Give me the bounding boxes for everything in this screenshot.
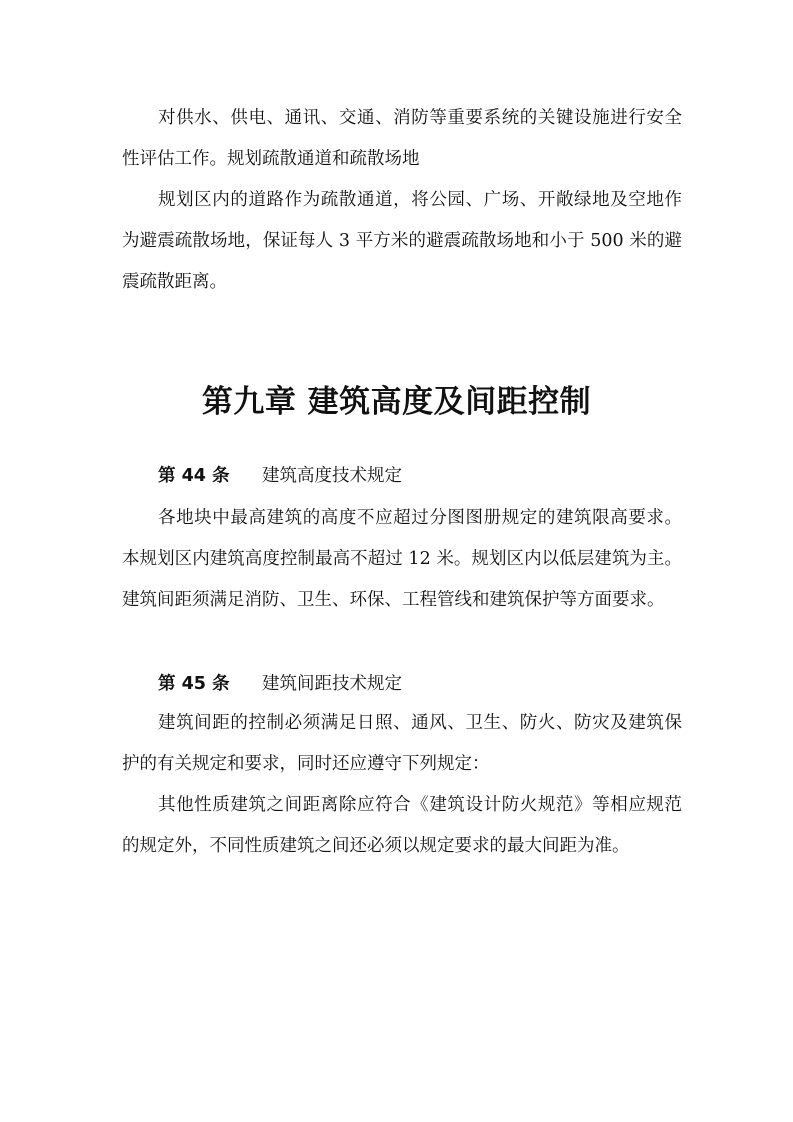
paragraph-evacuation-routes: 规划区内的道路作为疏散通道，将公园、广场、开敞绿地及空地作为避震疏散场地，保证每人 3 平方米的避震疏散场地和小于 500 米的避震疏散距离。 [122, 190, 682, 292]
article-number: 第 45 条 [158, 674, 230, 694]
article-heading-44 [158, 463, 402, 489]
article-number: 第 44 条 [158, 466, 230, 486]
paragraph-facility-assessment: 对供水、供电、通讯、交通、消防等重要系统的关键设施进行安全性评估工作。规划疏散通道和疏散场地 [122, 108, 682, 169]
chapter-heading: 第九章 建筑高度及间距控制 [201, 384, 592, 420]
article-heading-45 [158, 671, 402, 697]
article-title: 建筑高度技术规定 [262, 466, 402, 486]
article-title: 建筑间距技术规定 [262, 674, 402, 694]
paragraph-height-control: 各地块中最高建筑的高度不应超过分图图册规定的建筑限高要求。本规划区内建筑高度控制最高不超过 12 米。规划区内以低层建筑为主。建筑间距须满足消防、卫生、环保、工程管线和建筑保护等方面要求。 [122, 508, 682, 610]
paragraph-spacing-requirements: 建筑间距的控制必须满足日照、通风、卫生、防火、防灾及建筑保护的有关规定和要求，同时还应遵守下列规定： [122, 713, 682, 774]
paragraph-fire-code-spacing: 其他性质建筑之间距离除应符合《建筑设计防火规范》等相应规范的规定外，不同性质建筑之间还必须以规定要求的最大间距为准。 [122, 795, 682, 856]
